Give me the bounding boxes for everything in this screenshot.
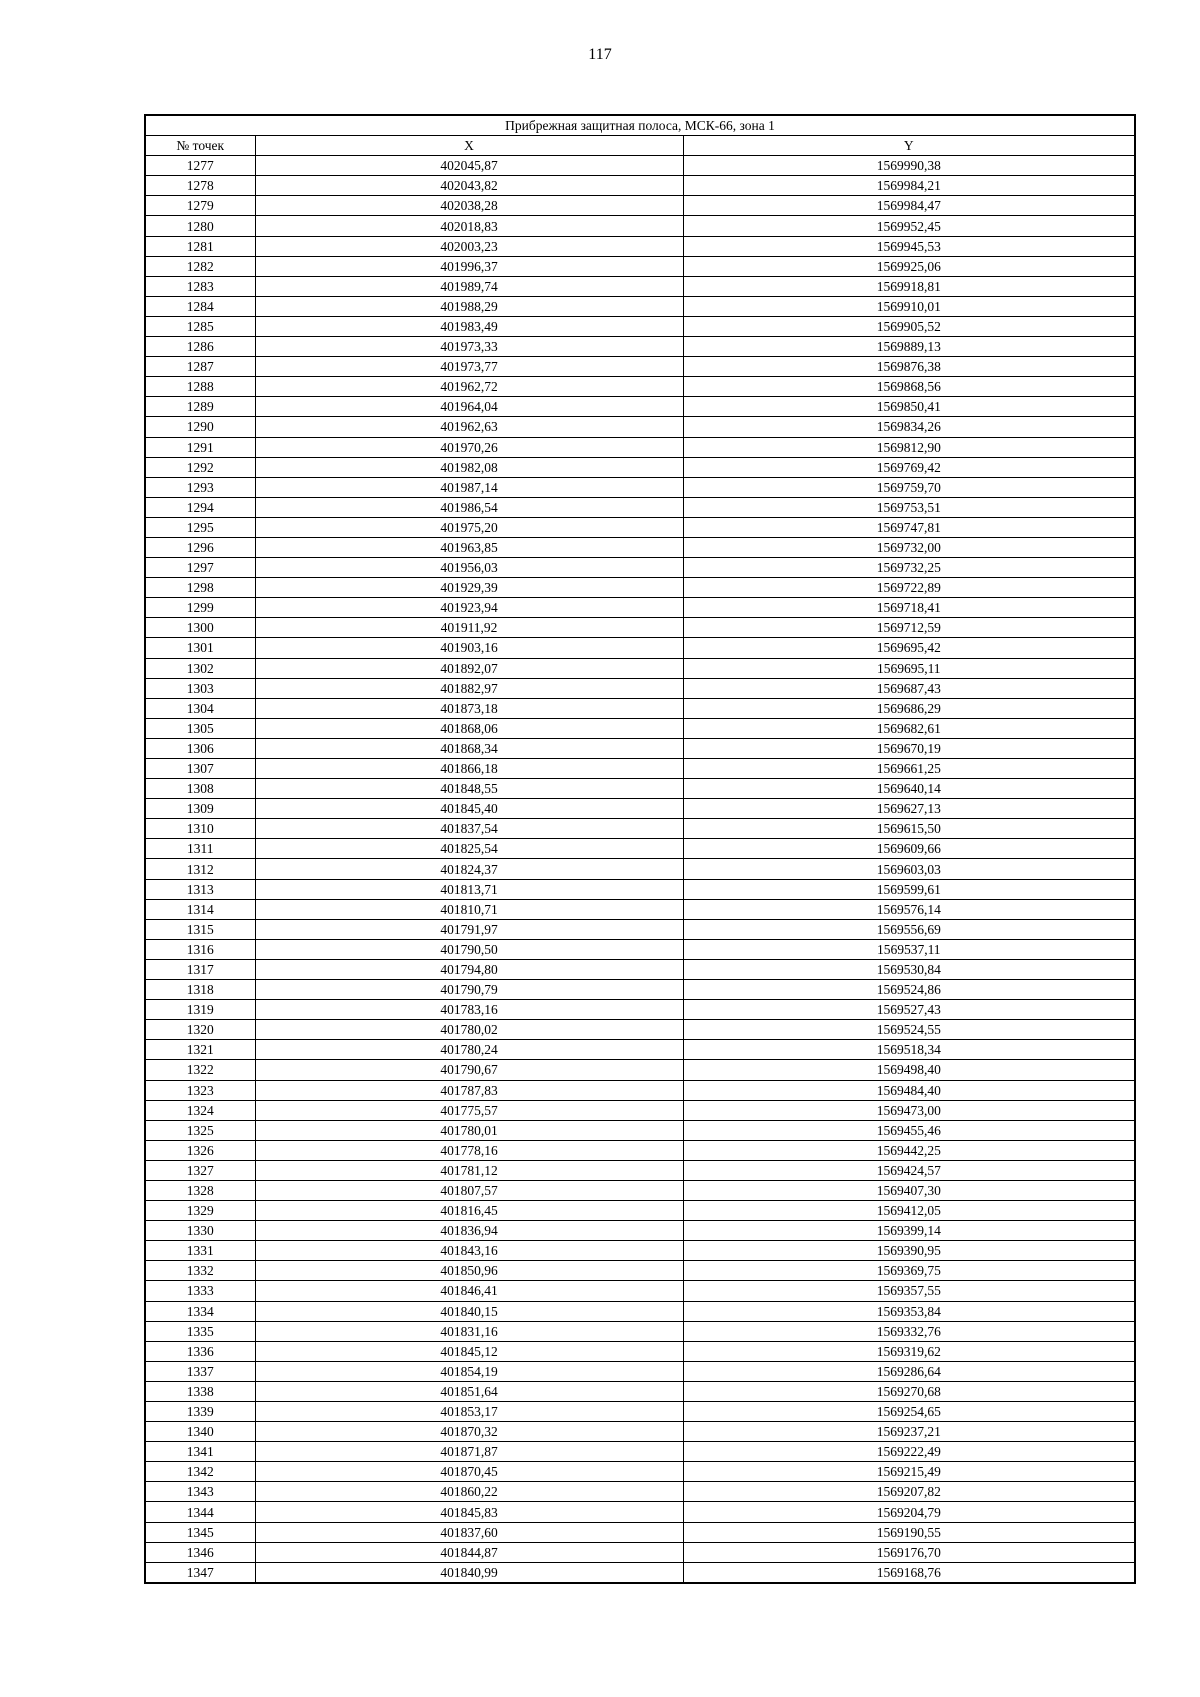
cell-x: 401816,45 xyxy=(255,1201,683,1221)
table-row xyxy=(145,1000,1135,1020)
cell-point-number: 1338 xyxy=(145,1381,255,1401)
cell-point-number: 1281 xyxy=(145,236,255,256)
cell-point-number: 1344 xyxy=(145,1502,255,1522)
table-row xyxy=(145,1100,1135,1120)
table-row xyxy=(145,236,1135,256)
cell-y: 1569319,62 xyxy=(683,1341,1135,1361)
cell-point-number: 1306 xyxy=(145,738,255,758)
cell-y: 1569455,46 xyxy=(683,1120,1135,1140)
table-row xyxy=(145,1402,1135,1422)
cell-x: 401837,60 xyxy=(255,1522,683,1542)
cell-point-number: 1307 xyxy=(145,759,255,779)
table-row xyxy=(145,1180,1135,1200)
cell-point-number: 1295 xyxy=(145,517,255,537)
page-number: 117 xyxy=(588,46,612,63)
table-row xyxy=(145,276,1135,296)
cell-point-number: 1345 xyxy=(145,1522,255,1542)
cell-point-number: 1324 xyxy=(145,1100,255,1120)
cell-point-number: 1290 xyxy=(145,417,255,437)
cell-x: 401982,08 xyxy=(255,457,683,477)
cell-y: 1569732,25 xyxy=(683,558,1135,578)
cell-y: 1569442,25 xyxy=(683,1140,1135,1160)
cell-y: 1569661,25 xyxy=(683,759,1135,779)
table-row xyxy=(145,1301,1135,1321)
table-row xyxy=(145,1201,1135,1221)
table-row xyxy=(145,598,1135,618)
table-title: Прибрежная защитная полоса, МСК-66, зона 1 xyxy=(145,115,1135,136)
table-row xyxy=(145,638,1135,658)
table-row xyxy=(145,1261,1135,1281)
cell-point-number: 1330 xyxy=(145,1221,255,1241)
table-row xyxy=(145,1422,1135,1442)
table-row xyxy=(145,316,1135,336)
cell-x: 401866,18 xyxy=(255,759,683,779)
cell-y: 1569222,49 xyxy=(683,1442,1135,1462)
cell-x: 401870,45 xyxy=(255,1462,683,1482)
cell-x: 402043,82 xyxy=(255,176,683,196)
cell-point-number: 1320 xyxy=(145,1020,255,1040)
cell-point-number: 1343 xyxy=(145,1482,255,1502)
cell-point-number: 1314 xyxy=(145,899,255,919)
cell-x: 401854,19 xyxy=(255,1361,683,1381)
cell-x: 402018,83 xyxy=(255,216,683,236)
table-row xyxy=(145,1241,1135,1261)
cell-x: 401962,72 xyxy=(255,377,683,397)
cell-point-number: 1280 xyxy=(145,216,255,236)
cell-x: 401840,15 xyxy=(255,1301,683,1321)
cell-x: 401850,96 xyxy=(255,1261,683,1281)
cell-x: 401794,80 xyxy=(255,959,683,979)
table-row xyxy=(145,578,1135,598)
cell-y: 1569747,81 xyxy=(683,517,1135,537)
table-row xyxy=(145,437,1135,457)
cell-x: 401956,03 xyxy=(255,558,683,578)
table-row xyxy=(145,1321,1135,1341)
cell-y: 1569812,90 xyxy=(683,437,1135,457)
cell-x: 401837,54 xyxy=(255,819,683,839)
cell-y: 1569952,45 xyxy=(683,216,1135,236)
cell-y: 1569518,34 xyxy=(683,1040,1135,1060)
cell-y: 1569190,55 xyxy=(683,1522,1135,1542)
cell-x: 401870,32 xyxy=(255,1422,683,1442)
table-row xyxy=(145,1482,1135,1502)
cell-x: 401964,04 xyxy=(255,397,683,417)
table-header-row xyxy=(145,136,1135,156)
cell-y: 1569498,40 xyxy=(683,1060,1135,1080)
cell-x: 401871,87 xyxy=(255,1442,683,1462)
cell-x: 402045,87 xyxy=(255,156,683,176)
cell-y: 1569984,47 xyxy=(683,196,1135,216)
table-row xyxy=(145,658,1135,678)
table-row xyxy=(145,939,1135,959)
table-row xyxy=(145,759,1135,779)
cell-point-number: 1318 xyxy=(145,980,255,1000)
cell-y: 1569905,52 xyxy=(683,316,1135,336)
cell-y: 1569270,68 xyxy=(683,1381,1135,1401)
table-row xyxy=(145,337,1135,357)
cell-point-number: 1286 xyxy=(145,337,255,357)
cell-x: 401868,34 xyxy=(255,738,683,758)
table-row xyxy=(145,1080,1135,1100)
cell-x: 401853,17 xyxy=(255,1402,683,1422)
cell-y: 1569876,38 xyxy=(683,357,1135,377)
table-title-row xyxy=(145,115,1135,136)
cell-x: 401996,37 xyxy=(255,256,683,276)
cell-x: 401988,29 xyxy=(255,296,683,316)
cell-x: 401791,97 xyxy=(255,919,683,939)
cell-y: 1569537,11 xyxy=(683,939,1135,959)
table-row xyxy=(145,537,1135,557)
cell-point-number: 1288 xyxy=(145,377,255,397)
cell-y: 1569527,43 xyxy=(683,1000,1135,1020)
cell-y: 1569524,86 xyxy=(683,980,1135,1000)
cell-y: 1569759,70 xyxy=(683,477,1135,497)
cell-point-number: 1287 xyxy=(145,357,255,377)
table-row xyxy=(145,879,1135,899)
cell-x: 401986,54 xyxy=(255,497,683,517)
cell-y: 1569407,30 xyxy=(683,1180,1135,1200)
cell-point-number: 1340 xyxy=(145,1422,255,1442)
cell-y: 1569176,70 xyxy=(683,1542,1135,1562)
table-row xyxy=(145,980,1135,1000)
cell-point-number: 1279 xyxy=(145,196,255,216)
cell-point-number: 1322 xyxy=(145,1060,255,1080)
cell-x: 401973,33 xyxy=(255,337,683,357)
cell-y: 1569204,79 xyxy=(683,1502,1135,1522)
cell-y: 1569687,43 xyxy=(683,678,1135,698)
cell-point-number: 1282 xyxy=(145,256,255,276)
cell-point-number: 1333 xyxy=(145,1281,255,1301)
cell-y: 1569889,13 xyxy=(683,337,1135,357)
cell-point-number: 1323 xyxy=(145,1080,255,1100)
cell-y: 1569215,49 xyxy=(683,1462,1135,1482)
cell-x: 401831,16 xyxy=(255,1321,683,1341)
cell-y: 1569695,42 xyxy=(683,638,1135,658)
cell-point-number: 1278 xyxy=(145,176,255,196)
table-row xyxy=(145,1140,1135,1160)
table-row xyxy=(145,1341,1135,1361)
cell-y: 1569753,51 xyxy=(683,497,1135,517)
cell-y: 1569353,84 xyxy=(683,1301,1135,1321)
cell-point-number: 1305 xyxy=(145,718,255,738)
cell-point-number: 1300 xyxy=(145,618,255,638)
cell-point-number: 1303 xyxy=(145,678,255,698)
table-row xyxy=(145,1060,1135,1080)
cell-x: 401892,07 xyxy=(255,658,683,678)
cell-x: 401962,63 xyxy=(255,417,683,437)
cell-y: 1569399,14 xyxy=(683,1221,1135,1241)
table-row xyxy=(145,618,1135,638)
cell-y: 1569615,50 xyxy=(683,819,1135,839)
cell-y: 1569718,41 xyxy=(683,598,1135,618)
cell-x: 401780,24 xyxy=(255,1040,683,1060)
table-row xyxy=(145,377,1135,397)
table-row xyxy=(145,1040,1135,1060)
cell-point-number: 1319 xyxy=(145,1000,255,1020)
cell-y: 1569640,14 xyxy=(683,779,1135,799)
cell-point-number: 1285 xyxy=(145,316,255,336)
cell-x: 401868,06 xyxy=(255,718,683,738)
table-row xyxy=(145,176,1135,196)
cell-point-number: 1311 xyxy=(145,839,255,859)
table-row xyxy=(145,839,1135,859)
cell-point-number: 1316 xyxy=(145,939,255,959)
cell-x: 401846,41 xyxy=(255,1281,683,1301)
cell-x: 401810,71 xyxy=(255,899,683,919)
cell-x: 401780,01 xyxy=(255,1120,683,1140)
cell-point-number: 1337 xyxy=(145,1361,255,1381)
cell-x: 401845,12 xyxy=(255,1341,683,1361)
header-point-number: № точек xyxy=(145,136,255,156)
table-row xyxy=(145,1160,1135,1180)
cell-point-number: 1325 xyxy=(145,1120,255,1140)
cell-point-number: 1312 xyxy=(145,859,255,879)
table-row xyxy=(145,477,1135,497)
table-row xyxy=(145,156,1135,176)
cell-y: 1569237,21 xyxy=(683,1422,1135,1442)
cell-point-number: 1317 xyxy=(145,959,255,979)
cell-x: 401787,83 xyxy=(255,1080,683,1100)
table-row xyxy=(145,1542,1135,1562)
cell-y: 1569990,38 xyxy=(683,156,1135,176)
cell-point-number: 1328 xyxy=(145,1180,255,1200)
table-row xyxy=(145,1381,1135,1401)
cell-point-number: 1331 xyxy=(145,1241,255,1261)
cell-y: 1569524,55 xyxy=(683,1020,1135,1040)
cell-y: 1569576,14 xyxy=(683,899,1135,919)
table-body xyxy=(145,156,1135,1583)
cell-y: 1569925,06 xyxy=(683,256,1135,276)
cell-y: 1569918,81 xyxy=(683,276,1135,296)
table-row xyxy=(145,799,1135,819)
table-row xyxy=(145,959,1135,979)
cell-x: 401790,50 xyxy=(255,939,683,959)
cell-point-number: 1294 xyxy=(145,497,255,517)
cell-x: 401840,99 xyxy=(255,1562,683,1583)
table-row xyxy=(145,859,1135,879)
cell-y: 1569332,76 xyxy=(683,1321,1135,1341)
cell-y: 1569599,61 xyxy=(683,879,1135,899)
cell-y: 1569530,84 xyxy=(683,959,1135,979)
cell-x: 401851,64 xyxy=(255,1381,683,1401)
table-row xyxy=(145,1020,1135,1040)
cell-y: 1569609,66 xyxy=(683,839,1135,859)
cell-point-number: 1321 xyxy=(145,1040,255,1060)
table-row xyxy=(145,1562,1135,1583)
cell-x: 402003,23 xyxy=(255,236,683,256)
cell-y: 1569670,19 xyxy=(683,738,1135,758)
cell-point-number: 1304 xyxy=(145,698,255,718)
cell-y: 1569910,01 xyxy=(683,296,1135,316)
cell-x: 401923,94 xyxy=(255,598,683,618)
cell-x: 401963,85 xyxy=(255,537,683,557)
cell-y: 1569412,05 xyxy=(683,1201,1135,1221)
cell-x: 401929,39 xyxy=(255,578,683,598)
cell-x: 401781,12 xyxy=(255,1160,683,1180)
cell-x: 401987,14 xyxy=(255,477,683,497)
table-row xyxy=(145,558,1135,578)
cell-x: 401973,77 xyxy=(255,357,683,377)
cell-y: 1569712,59 xyxy=(683,618,1135,638)
cell-y: 1569834,26 xyxy=(683,417,1135,437)
table-row xyxy=(145,698,1135,718)
cell-x: 401824,37 xyxy=(255,859,683,879)
cell-x: 401836,94 xyxy=(255,1221,683,1241)
table-row xyxy=(145,779,1135,799)
table-row xyxy=(145,216,1135,236)
table-row xyxy=(145,919,1135,939)
cell-point-number: 1277 xyxy=(145,156,255,176)
cell-point-number: 1332 xyxy=(145,1261,255,1281)
cell-y: 1569556,69 xyxy=(683,919,1135,939)
cell-y: 1569769,42 xyxy=(683,457,1135,477)
cell-x: 401780,02 xyxy=(255,1020,683,1040)
header-y: Y xyxy=(683,136,1135,156)
cell-x: 401983,49 xyxy=(255,316,683,336)
cell-x: 401911,92 xyxy=(255,618,683,638)
table-row xyxy=(145,1361,1135,1381)
cell-y: 1569850,41 xyxy=(683,397,1135,417)
cell-x: 401845,83 xyxy=(255,1502,683,1522)
cell-point-number: 1293 xyxy=(145,477,255,497)
cell-y: 1569722,89 xyxy=(683,578,1135,598)
table-row xyxy=(145,397,1135,417)
table-row xyxy=(145,1281,1135,1301)
cell-x: 401860,22 xyxy=(255,1482,683,1502)
cell-point-number: 1341 xyxy=(145,1442,255,1462)
table-row xyxy=(145,1120,1135,1140)
cell-point-number: 1283 xyxy=(145,276,255,296)
cell-x: 401775,57 xyxy=(255,1100,683,1120)
cell-point-number: 1315 xyxy=(145,919,255,939)
cell-point-number: 1299 xyxy=(145,598,255,618)
cell-x: 401975,20 xyxy=(255,517,683,537)
table-row xyxy=(145,296,1135,316)
cell-y: 1569168,76 xyxy=(683,1562,1135,1583)
table-row xyxy=(145,417,1135,437)
cell-x: 401873,18 xyxy=(255,698,683,718)
cell-point-number: 1310 xyxy=(145,819,255,839)
cell-point-number: 1309 xyxy=(145,799,255,819)
cell-x: 401843,16 xyxy=(255,1241,683,1261)
table-row xyxy=(145,256,1135,276)
cell-point-number: 1292 xyxy=(145,457,255,477)
cell-point-number: 1313 xyxy=(145,879,255,899)
cell-y: 1569603,03 xyxy=(683,859,1135,879)
table-row xyxy=(145,497,1135,517)
cell-point-number: 1329 xyxy=(145,1201,255,1221)
cell-y: 1569695,11 xyxy=(683,658,1135,678)
cell-point-number: 1336 xyxy=(145,1341,255,1361)
cell-point-number: 1302 xyxy=(145,658,255,678)
cell-y: 1569732,00 xyxy=(683,537,1135,557)
table-row xyxy=(145,718,1135,738)
cell-y: 1569484,40 xyxy=(683,1080,1135,1100)
cell-point-number: 1296 xyxy=(145,537,255,557)
cell-point-number: 1326 xyxy=(145,1140,255,1160)
cell-point-number: 1342 xyxy=(145,1462,255,1482)
cell-y: 1569984,21 xyxy=(683,176,1135,196)
table-row xyxy=(145,819,1135,839)
cell-x: 401825,54 xyxy=(255,839,683,859)
table-row xyxy=(145,678,1135,698)
cell-y: 1569868,56 xyxy=(683,377,1135,397)
cell-x: 401790,67 xyxy=(255,1060,683,1080)
table-row xyxy=(145,899,1135,919)
table-row xyxy=(145,196,1135,216)
cell-point-number: 1289 xyxy=(145,397,255,417)
cell-y: 1569254,65 xyxy=(683,1402,1135,1422)
table-row xyxy=(145,1221,1135,1241)
table-row xyxy=(145,1462,1135,1482)
cell-point-number: 1334 xyxy=(145,1301,255,1321)
cell-y: 1569945,53 xyxy=(683,236,1135,256)
cell-y: 1569627,13 xyxy=(683,799,1135,819)
cell-x: 401807,57 xyxy=(255,1180,683,1200)
cell-y: 1569682,61 xyxy=(683,718,1135,738)
cell-y: 1569424,57 xyxy=(683,1160,1135,1180)
cell-x: 401903,16 xyxy=(255,638,683,658)
table-row xyxy=(145,1522,1135,1542)
cell-point-number: 1327 xyxy=(145,1160,255,1180)
cell-x: 401783,16 xyxy=(255,1000,683,1020)
cell-point-number: 1308 xyxy=(145,779,255,799)
cell-x: 401844,87 xyxy=(255,1542,683,1562)
cell-point-number: 1346 xyxy=(145,1542,255,1562)
cell-x: 401845,40 xyxy=(255,799,683,819)
table-row xyxy=(145,517,1135,537)
cell-x: 401970,26 xyxy=(255,437,683,457)
cell-x: 401790,79 xyxy=(255,980,683,1000)
cell-y: 1569207,82 xyxy=(683,1482,1135,1502)
cell-point-number: 1347 xyxy=(145,1562,255,1583)
cell-point-number: 1284 xyxy=(145,296,255,316)
cell-point-number: 1298 xyxy=(145,578,255,598)
header-x: X xyxy=(255,136,683,156)
cell-x: 401813,71 xyxy=(255,879,683,899)
table-row xyxy=(145,1442,1135,1462)
table-row xyxy=(145,1502,1135,1522)
cell-x: 402038,28 xyxy=(255,196,683,216)
cell-x: 401778,16 xyxy=(255,1140,683,1160)
table-row xyxy=(145,357,1135,377)
cell-y: 1569286,64 xyxy=(683,1361,1135,1381)
cell-point-number: 1339 xyxy=(145,1402,255,1422)
cell-y: 1569390,95 xyxy=(683,1241,1135,1261)
cell-y: 1569369,75 xyxy=(683,1261,1135,1281)
table-row xyxy=(145,457,1135,477)
cell-point-number: 1297 xyxy=(145,558,255,578)
cell-point-number: 1291 xyxy=(145,437,255,457)
cell-y: 1569473,00 xyxy=(683,1100,1135,1120)
cell-x: 401989,74 xyxy=(255,276,683,296)
cell-point-number: 1335 xyxy=(145,1321,255,1341)
cell-x: 401882,97 xyxy=(255,678,683,698)
cell-y: 1569686,29 xyxy=(683,698,1135,718)
coordinates-table xyxy=(144,114,1136,1584)
table-row xyxy=(145,738,1135,758)
cell-y: 1569357,55 xyxy=(683,1281,1135,1301)
cell-point-number: 1301 xyxy=(145,638,255,658)
cell-x: 401848,55 xyxy=(255,779,683,799)
